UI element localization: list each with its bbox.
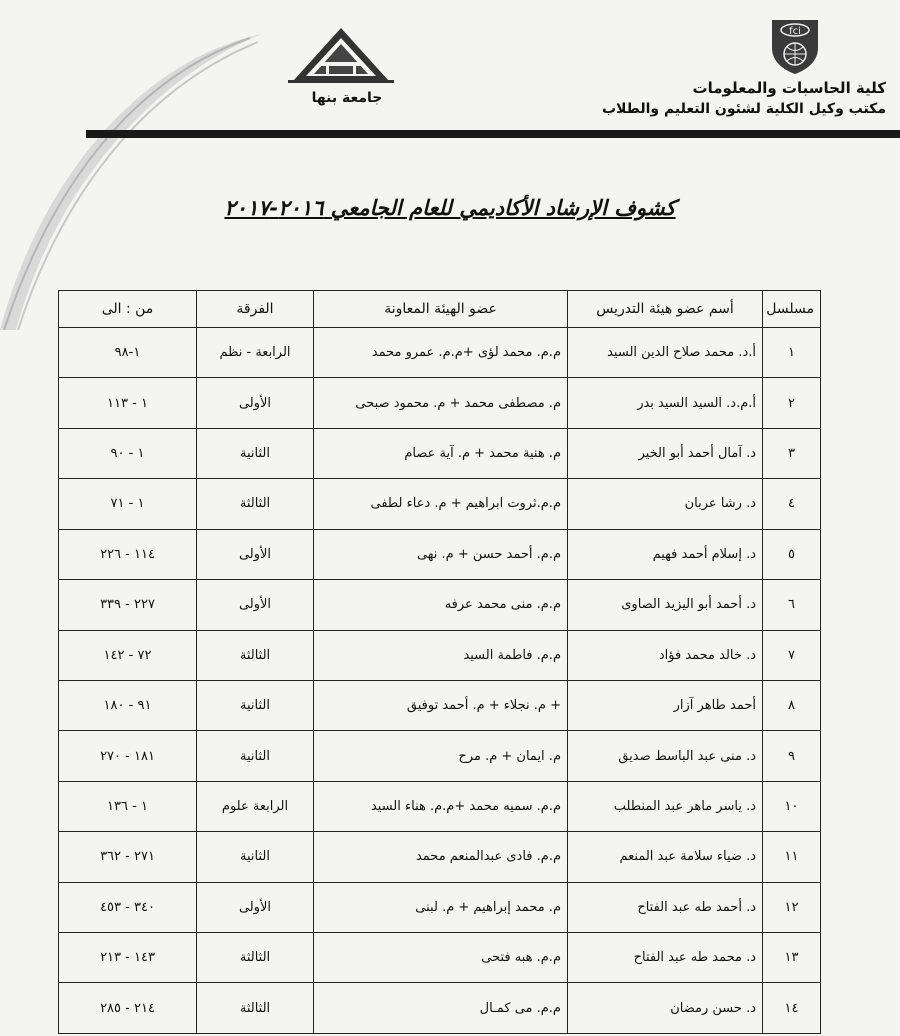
cell-faculty-member: د. خالد محمد فؤاد	[568, 630, 763, 680]
cell-serial: ٣	[763, 428, 821, 478]
table-header-row	[59, 291, 821, 328]
cell-year: الرابعة علوم	[197, 781, 314, 831]
cell-assistant-staff: م.م. فادى عبدالمنعم محمد	[314, 832, 568, 882]
university-logo	[286, 26, 396, 84]
cell-year: الثالثة	[197, 933, 314, 983]
cell-year: الرابعة - نظم	[197, 328, 314, 378]
header-divider	[86, 130, 900, 138]
cell-assistant-staff: م.م. منى محمد عرفه	[314, 580, 568, 630]
cell-serial: ٥	[763, 529, 821, 579]
header-assistant-staff: عضو الهيئة المعاونة	[314, 291, 568, 328]
cell-year: الثانية	[197, 680, 314, 730]
cell-range: ٣٤٠ - ٤٥٣	[59, 882, 197, 932]
cell-assistant-staff: م.م. مى كمـال	[314, 983, 568, 1034]
cell-faculty-member: د. إسلام أحمد فهيم	[568, 529, 763, 579]
cell-assistant-staff: م. هنية محمد + م. آية عصام	[314, 428, 568, 478]
document-title: كشوف الإرشاد الأكاديمي للعام الجامعي ٢٠١٦-٢٠١٧	[224, 196, 676, 220]
cell-faculty-member: د. حسن رمضان	[568, 983, 763, 1034]
cell-range: ١٨١ - ٢٧٠	[59, 731, 197, 781]
cell-year: الثانية	[197, 731, 314, 781]
cell-serial: ٩	[763, 731, 821, 781]
table-row	[59, 933, 821, 983]
cell-faculty-member: د. ضياء سلامة عبد المنعم	[568, 832, 763, 882]
cell-faculty-member: د. ياسر ماهر عبد المنطلب	[568, 781, 763, 831]
cell-serial: ١٠	[763, 781, 821, 831]
header-range: من : الى	[59, 291, 197, 328]
cell-assistant-staff: م.م. هبه فتحى	[314, 933, 568, 983]
cell-range: ١-٩٨	[59, 328, 197, 378]
table-row	[59, 882, 821, 932]
cell-assistant-staff: م. ايمان + م. مرح	[314, 731, 568, 781]
cell-year: الثالثة	[197, 630, 314, 680]
table-row	[59, 428, 821, 478]
faculty-name: كلية الحاسبات والمعلومات	[692, 79, 886, 97]
cell-faculty-member: أ.م.د. السيد السيد بدر	[568, 378, 763, 428]
table-row	[59, 781, 821, 831]
university-name: جامعة بنها	[311, 90, 383, 106]
table-row	[59, 983, 821, 1034]
cell-range: ١ - ١١٣	[59, 378, 197, 428]
faculty-logo-text: fci	[789, 26, 801, 37]
cell-faculty-member: د. منى عبد الباسط صديق	[568, 731, 763, 781]
cell-serial: ٧	[763, 630, 821, 680]
cell-serial: ٤	[763, 479, 821, 529]
table-row	[59, 630, 821, 680]
header-year: الفرقة	[197, 291, 314, 328]
table-body	[59, 328, 821, 1034]
cell-serial: ٦	[763, 580, 821, 630]
cell-serial: ٢	[763, 378, 821, 428]
academic-advising-table	[58, 290, 821, 1034]
faculty-logo	[764, 14, 826, 76]
cell-range: ١١٤ - ٢٢٦	[59, 529, 197, 579]
table-row	[59, 378, 821, 428]
cell-assistant-staff: م. محمد إبراهيم + م. لبنى	[314, 882, 568, 932]
table-row	[59, 832, 821, 882]
cell-faculty-member: أ.د. محمد صلاح الدين السيد	[568, 328, 763, 378]
cell-faculty-member: د. أحمد أبو اليزيد الصاوى	[568, 580, 763, 630]
header-serial: مسلسل	[763, 291, 821, 328]
cell-faculty-member: د. آمال أحمد أبو الخير	[568, 428, 763, 478]
cell-assistant-staff: م.م. سميه محمد +م.م. هناء السيد	[314, 781, 568, 831]
cell-range: ٩١ - ١٨٠	[59, 680, 197, 730]
table-row	[59, 328, 821, 378]
cell-faculty-member: د. أحمد طه عبد الفتاح	[568, 882, 763, 932]
cell-year: الثالثة	[197, 983, 314, 1034]
cell-serial: ١٣	[763, 933, 821, 983]
cell-faculty-member: د. رشا عربان	[568, 479, 763, 529]
table-row	[59, 680, 821, 730]
cell-faculty-member: أحمد طاهر آزار	[568, 680, 763, 730]
cell-faculty-member: د. محمد طه عبد الفتاح	[568, 933, 763, 983]
table-row	[59, 479, 821, 529]
cell-range: ١ - ٧١	[59, 479, 197, 529]
faculty-header	[602, 78, 886, 120]
cell-assistant-staff: م.م. محمد لؤى +م.م. عمرو محمد	[314, 328, 568, 378]
cell-assistant-staff: م.م.ثروت ابراهيم + م. دعاء لطفى	[314, 479, 568, 529]
cell-range: ٢٢٧ - ٣٣٩	[59, 580, 197, 630]
cell-range: ٢٧١ - ٣٦٢	[59, 832, 197, 882]
cell-range: ٢١٤ - ٢٨٥	[59, 983, 197, 1034]
cell-assistant-staff: م.م. فاطمة السيد	[314, 630, 568, 680]
cell-serial: ١	[763, 328, 821, 378]
cell-serial: ١٤	[763, 983, 821, 1034]
cell-assistant-staff: م. مصطفى محمد + م. محمود صبحى	[314, 378, 568, 428]
cell-serial: ٨	[763, 680, 821, 730]
cell-assistant-staff: + م. نجلاء + م. أحمد توفيق	[314, 680, 568, 730]
cell-year: الثالثة	[197, 479, 314, 529]
office-name: مكتب وكيل الكلية لشئون التعليم والطلاب	[601, 101, 886, 117]
cell-range: ١ - ٩٠	[59, 428, 197, 478]
cell-year: الأولى	[197, 580, 314, 630]
header-faculty-member: أسم عضو هيئة التدريس	[568, 291, 763, 328]
table-row	[59, 731, 821, 781]
cell-year: الثانية	[197, 428, 314, 478]
cell-range: ١ - ١٣٦	[59, 781, 197, 831]
table-row	[59, 529, 821, 579]
cell-serial: ١١	[763, 832, 821, 882]
table-row	[59, 580, 821, 630]
cell-year: الأولى	[197, 882, 314, 932]
cell-range: ١٤٣ - ٢١٣	[59, 933, 197, 983]
cell-year: الثانية	[197, 832, 314, 882]
cell-range: ٧٢ - ١٤٢	[59, 630, 197, 680]
cell-serial: ١٢	[763, 882, 821, 932]
cell-assistant-staff: م.م. أحمد حسن + م. نهى	[314, 529, 568, 579]
cell-year: الأولى	[197, 378, 314, 428]
cell-year: الأولى	[197, 529, 314, 579]
